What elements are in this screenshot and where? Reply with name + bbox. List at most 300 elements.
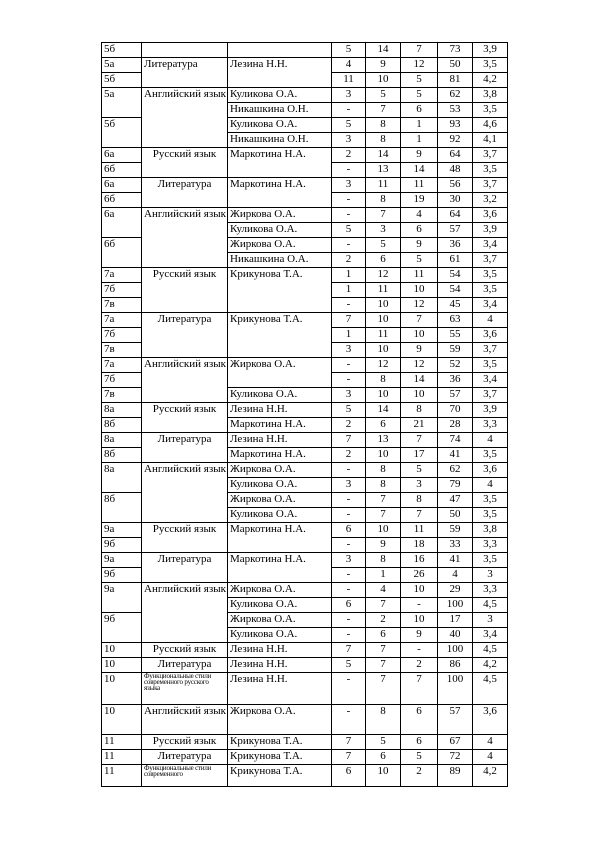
subject-cell: Литература	[142, 658, 228, 673]
grade-4-count: 8	[366, 373, 401, 388]
grade-4-count: 14	[366, 43, 401, 58]
average-score: 3,7	[473, 178, 508, 193]
grade-4-count: 12	[366, 358, 401, 373]
grade-5-count: 6	[332, 598, 366, 613]
grade-5-count: 2	[332, 448, 366, 463]
class-cell: 9а	[102, 583, 142, 613]
quality-percent: 59	[438, 343, 473, 358]
grade-3-count: 10	[401, 583, 438, 598]
grade-4-count: 7	[366, 598, 401, 613]
grade-5-count: -	[332, 358, 366, 373]
class-cell: 9а	[102, 523, 142, 538]
grade-4-count: 10	[366, 298, 401, 313]
quality-percent: 79	[438, 478, 473, 493]
teacher-cell: Жиркова О.А.	[228, 208, 332, 223]
grade-3-count: 5	[401, 463, 438, 478]
grade-4-count: 12	[366, 268, 401, 283]
average-score: 3,6	[473, 705, 508, 735]
subject-cell: Русский язык	[142, 735, 228, 750]
grade-3-count: 26	[401, 568, 438, 583]
class-cell: 8а	[102, 433, 142, 448]
class-cell: 6а	[102, 178, 142, 193]
grade-4-count: 7	[366, 103, 401, 118]
teacher-cell: Маркотина Н.А.	[228, 523, 332, 553]
class-cell: 10	[102, 705, 142, 735]
grade-3-count: 14	[401, 373, 438, 388]
grade-4-count: 14	[366, 403, 401, 418]
class-cell: 7б	[102, 373, 142, 388]
grade-5-count: 4	[332, 58, 366, 73]
quality-percent: 70	[438, 403, 473, 418]
class-cell: 5б	[102, 118, 142, 148]
quality-percent: 62	[438, 463, 473, 478]
grade-3-count: 12	[401, 58, 438, 73]
quality-percent: 100	[438, 643, 473, 658]
quality-percent: 63	[438, 313, 473, 328]
average-score: 3,8	[473, 88, 508, 103]
table-row	[102, 463, 508, 478]
grade-5-count: 3	[332, 88, 366, 103]
quality-percent: 29	[438, 583, 473, 598]
grade-4-count: 8	[366, 705, 401, 735]
teacher-cell: Куликова О.А.	[228, 88, 332, 103]
grade-5-count: -	[332, 103, 366, 118]
grade-4-count: 7	[366, 208, 401, 223]
average-score: 3,6	[473, 328, 508, 343]
grade-5-count: -	[332, 238, 366, 253]
class-cell: 6а	[102, 208, 142, 238]
subject-cell: Функциональные стили современного русского языка	[142, 673, 228, 705]
grade-4-count: 9	[366, 538, 401, 553]
class-cell: 5б	[102, 73, 142, 88]
quality-percent: 30	[438, 193, 473, 208]
class-cell: 7в	[102, 343, 142, 358]
grade-3-count: 19	[401, 193, 438, 208]
teacher-cell: Маркотина Н.А.	[228, 148, 332, 178]
grade-5-count: 11	[332, 73, 366, 88]
average-score: 3	[473, 613, 508, 628]
grade-5-count: -	[332, 705, 366, 735]
grade-4-count: 11	[366, 328, 401, 343]
grade-5-count: 1	[332, 268, 366, 283]
average-score: 4	[473, 433, 508, 448]
subject-cell: Русский язык	[142, 268, 228, 313]
grade-4-count: 4	[366, 583, 401, 598]
grade-5-count: 7	[332, 313, 366, 328]
quality-percent: 92	[438, 133, 473, 148]
teacher-cell: Куликова О.А.	[228, 508, 332, 523]
table-row	[102, 750, 508, 765]
grade-3-count: 9	[401, 628, 438, 643]
grade-4-count: 7	[366, 658, 401, 673]
subject-cell: Русский язык	[142, 403, 228, 433]
grades-table	[101, 42, 508, 787]
average-score: 3,4	[473, 238, 508, 253]
quality-percent: 36	[438, 373, 473, 388]
grade-5-count: -	[332, 373, 366, 388]
grade-4-count: 5	[366, 88, 401, 103]
teacher-cell: Никашкина О.А.	[228, 253, 332, 268]
subject-cell: Функциональные стили современного	[142, 765, 228, 787]
class-cell: 8б	[102, 448, 142, 463]
grade-5-count: -	[332, 613, 366, 628]
grade-5-count: -	[332, 298, 366, 313]
table-row	[102, 178, 508, 193]
grade-4-count: 10	[366, 388, 401, 403]
class-cell: 6б	[102, 163, 142, 178]
quality-percent: 64	[438, 148, 473, 163]
average-score: 3,7	[473, 253, 508, 268]
grade-3-count: 10	[401, 283, 438, 298]
quality-percent: 57	[438, 388, 473, 403]
grade-5-count: -	[332, 208, 366, 223]
table-row	[102, 765, 508, 787]
grade-3-count: 6	[401, 103, 438, 118]
teacher-cell: Куликова О.А.	[228, 223, 332, 238]
grade-3-count: 6	[401, 735, 438, 750]
table-row	[102, 358, 508, 373]
grade-4-count: 6	[366, 628, 401, 643]
teacher-cell: Жиркова О.А.	[228, 238, 332, 253]
quality-percent: 50	[438, 508, 473, 523]
teacher-cell: Лезина Н.Н.	[228, 58, 332, 88]
grade-4-count: 6	[366, 750, 401, 765]
grade-3-count: 4	[401, 208, 438, 223]
quality-percent: 86	[438, 658, 473, 673]
teacher-cell: Жиркова О.А.	[228, 613, 332, 628]
grade-4-count: 10	[366, 523, 401, 538]
quality-percent: 61	[438, 253, 473, 268]
quality-percent: 62	[438, 88, 473, 103]
quality-percent: 41	[438, 448, 473, 463]
grade-5-count: 5	[332, 223, 366, 238]
grade-4-count: 8	[366, 553, 401, 568]
class-cell: 7б	[102, 283, 142, 298]
grade-5-count: 5	[332, 43, 366, 58]
quality-percent: 28	[438, 418, 473, 433]
teacher-cell: Жиркова О.А.	[228, 583, 332, 598]
table-row	[102, 88, 508, 103]
quality-percent: 56	[438, 178, 473, 193]
average-score: 3,4	[473, 298, 508, 313]
table-row	[102, 148, 508, 163]
teacher-cell: Крикунова Т.А.	[228, 313, 332, 358]
teacher-cell	[228, 43, 332, 58]
grade-4-count: 8	[366, 133, 401, 148]
teacher-cell: Лезина Н.Н.	[228, 403, 332, 418]
average-score: 4,6	[473, 118, 508, 133]
teacher-cell: Жиркова О.А.	[228, 493, 332, 508]
grade-3-count: 7	[401, 43, 438, 58]
grade-3-count: 5	[401, 88, 438, 103]
grade-3-count: 21	[401, 418, 438, 433]
quality-percent: 59	[438, 523, 473, 538]
teacher-cell: Крикунова Т.А.	[228, 735, 332, 750]
class-cell: 10	[102, 658, 142, 673]
quality-percent: 40	[438, 628, 473, 643]
grade-4-count: 1	[366, 568, 401, 583]
subject-cell: Литература	[142, 750, 228, 765]
average-score: 3,6	[473, 208, 508, 223]
quality-percent: 54	[438, 268, 473, 283]
teacher-cell: Жиркова О.А.	[228, 358, 332, 388]
grade-3-count: 5	[401, 73, 438, 88]
grade-5-count: -	[332, 583, 366, 598]
grade-3-count: 9	[401, 148, 438, 163]
grade-4-count: 14	[366, 148, 401, 163]
subject-cell: Литература	[142, 313, 228, 358]
grade-3-count: 10	[401, 613, 438, 628]
average-score: 3,5	[473, 58, 508, 73]
grade-5-count: -	[332, 493, 366, 508]
grade-4-count: 5	[366, 238, 401, 253]
average-score: 3,3	[473, 538, 508, 553]
quality-percent: 53	[438, 103, 473, 118]
class-cell: 5б	[102, 43, 142, 58]
teacher-cell: Куликова О.А.	[228, 598, 332, 613]
teacher-cell: Лезина Н.Н.	[228, 433, 332, 448]
grade-5-count: 7	[332, 750, 366, 765]
teacher-cell: Куликова О.А.	[228, 628, 332, 643]
teacher-cell: Никашкина О.Н.	[228, 133, 332, 148]
teacher-cell: Жиркова О.А.	[228, 705, 332, 735]
average-score: 3,9	[473, 403, 508, 418]
quality-percent: 4	[438, 568, 473, 583]
grade-4-count: 10	[366, 765, 401, 787]
teacher-cell: Никашкина О.Н.	[228, 103, 332, 118]
average-score: 3,5	[473, 448, 508, 463]
teacher-cell: Лезина Н.Н.	[228, 643, 332, 658]
average-score: 4,5	[473, 673, 508, 705]
class-cell: 5а	[102, 58, 142, 73]
quality-percent: 45	[438, 298, 473, 313]
grade-3-count: 11	[401, 178, 438, 193]
grade-4-count: 13	[366, 433, 401, 448]
grade-3-count: 8	[401, 493, 438, 508]
grade-4-count: 10	[366, 313, 401, 328]
grade-4-count: 8	[366, 118, 401, 133]
quality-percent: 48	[438, 163, 473, 178]
subject-cell: Английский язык	[142, 463, 228, 523]
class-cell: 10	[102, 643, 142, 658]
grade-3-count: 8	[401, 403, 438, 418]
grade-5-count: 3	[332, 343, 366, 358]
grade-3-count: 7	[401, 508, 438, 523]
average-score: 4,5	[473, 643, 508, 658]
grade-3-count: 14	[401, 163, 438, 178]
average-score: 3,4	[473, 628, 508, 643]
teacher-cell: Лезина Н.Н.	[228, 658, 332, 673]
subject-cell: Литература	[142, 553, 228, 583]
grade-4-count: 11	[366, 283, 401, 298]
teacher-cell: Лезина Н.Н.	[228, 673, 332, 705]
average-score: 4,2	[473, 765, 508, 787]
table-row	[102, 553, 508, 568]
average-score: 3,5	[473, 493, 508, 508]
class-cell: 10	[102, 673, 142, 705]
grade-5-count: 6	[332, 765, 366, 787]
table-row	[102, 268, 508, 283]
grade-3-count: 12	[401, 298, 438, 313]
average-score: 4,2	[473, 73, 508, 88]
table-row	[102, 208, 508, 223]
quality-percent: 54	[438, 283, 473, 298]
average-score: 3,9	[473, 223, 508, 238]
teacher-cell: Маркотина Н.А.	[228, 418, 332, 433]
quality-percent: 100	[438, 673, 473, 705]
grade-5-count: 3	[332, 388, 366, 403]
average-score: 4	[473, 750, 508, 765]
quality-percent: 67	[438, 735, 473, 750]
grade-3-count: 11	[401, 268, 438, 283]
subject-cell: Русский язык	[142, 148, 228, 178]
grade-4-count: 13	[366, 163, 401, 178]
average-score: 3,5	[473, 103, 508, 118]
grade-5-count: 2	[332, 418, 366, 433]
grade-3-count: 3	[401, 478, 438, 493]
class-cell: 7б	[102, 328, 142, 343]
grade-4-count: 7	[366, 673, 401, 705]
grade-3-count: 5	[401, 750, 438, 765]
grade-3-count: 18	[401, 538, 438, 553]
grade-5-count: -	[332, 163, 366, 178]
teacher-cell: Куликова О.А.	[228, 388, 332, 403]
table-row	[102, 313, 508, 328]
average-score: 3,4	[473, 373, 508, 388]
average-score: 3,6	[473, 463, 508, 478]
grade-4-count: 8	[366, 193, 401, 208]
teacher-cell: Маркотина Н.А.	[228, 553, 332, 583]
grade-4-count: 7	[366, 643, 401, 658]
grade-4-count: 2	[366, 613, 401, 628]
grade-5-count: 3	[332, 178, 366, 193]
class-cell: 5а	[102, 88, 142, 118]
table-row	[102, 643, 508, 658]
class-cell: 9б	[102, 538, 142, 553]
average-score: 3,7	[473, 148, 508, 163]
quality-percent: 41	[438, 553, 473, 568]
table-row	[102, 705, 508, 735]
quality-percent: 52	[438, 358, 473, 373]
grade-5-count: -	[332, 673, 366, 705]
grade-5-count: 5	[332, 658, 366, 673]
class-cell: 7в	[102, 298, 142, 313]
grade-5-count: 5	[332, 403, 366, 418]
average-score: 4	[473, 735, 508, 750]
grade-4-count: 6	[366, 418, 401, 433]
table-row	[102, 735, 508, 750]
grade-4-count: 6	[366, 253, 401, 268]
average-score: 3,8	[473, 523, 508, 538]
table-row	[102, 43, 508, 58]
class-cell: 9б	[102, 613, 142, 643]
table-row	[102, 658, 508, 673]
table-row	[102, 583, 508, 598]
average-score: 4,2	[473, 658, 508, 673]
teacher-cell: Крикунова Т.А.	[228, 268, 332, 313]
grade-5-count: 2	[332, 253, 366, 268]
teacher-cell: Маркотина Н.А.	[228, 448, 332, 463]
grade-3-count: 10	[401, 388, 438, 403]
grade-3-count: 1	[401, 133, 438, 148]
quality-percent: 50	[438, 58, 473, 73]
grade-3-count: 10	[401, 328, 438, 343]
grade-3-count: 9	[401, 238, 438, 253]
grade-3-count: 7	[401, 673, 438, 705]
grade-4-count: 5	[366, 735, 401, 750]
class-cell: 11	[102, 750, 142, 765]
subject-cell: Литература	[142, 178, 228, 208]
grade-4-count: 8	[366, 478, 401, 493]
grade-5-count: 7	[332, 735, 366, 750]
grade-5-count: -	[332, 628, 366, 643]
grade-3-count: 12	[401, 358, 438, 373]
teacher-cell: Куликова О.А.	[228, 478, 332, 493]
grade-3-count: 6	[401, 223, 438, 238]
grade-5-count: -	[332, 508, 366, 523]
average-score: 3,3	[473, 583, 508, 598]
grade-5-count: -	[332, 463, 366, 478]
grade-4-count: 7	[366, 493, 401, 508]
grade-5-count: 7	[332, 433, 366, 448]
class-cell: 9а	[102, 553, 142, 568]
class-cell: 6б	[102, 238, 142, 268]
class-cell: 7в	[102, 388, 142, 403]
table-row	[102, 673, 508, 705]
table-row	[102, 403, 508, 418]
quality-percent: 72	[438, 750, 473, 765]
average-score: 4	[473, 313, 508, 328]
quality-percent: 57	[438, 705, 473, 735]
grade-5-count: 3	[332, 553, 366, 568]
average-score: 3,5	[473, 508, 508, 523]
class-cell: 6б	[102, 193, 142, 208]
grade-5-count: 5	[332, 118, 366, 133]
subject-cell: Английский язык	[142, 208, 228, 268]
grade-3-count: -	[401, 643, 438, 658]
grade-5-count: 3	[332, 478, 366, 493]
average-score: 3,2	[473, 193, 508, 208]
quality-percent: 100	[438, 598, 473, 613]
subject-cell: Английский язык	[142, 88, 228, 148]
subject-cell: Литература	[142, 58, 228, 88]
grade-3-count: 7	[401, 433, 438, 448]
quality-percent: 33	[438, 538, 473, 553]
grade-4-count: 8	[366, 463, 401, 478]
quality-percent: 36	[438, 238, 473, 253]
grade-4-count: 9	[366, 58, 401, 73]
grade-3-count: 2	[401, 658, 438, 673]
grade-4-count: 3	[366, 223, 401, 238]
class-cell: 6а	[102, 148, 142, 163]
class-cell: 8б	[102, 418, 142, 433]
class-cell: 9б	[102, 568, 142, 583]
quality-percent: 64	[438, 208, 473, 223]
subject-cell: Русский язык	[142, 523, 228, 553]
grade-4-count: 10	[366, 73, 401, 88]
grade-3-count: 11	[401, 523, 438, 538]
class-cell: 8б	[102, 493, 142, 523]
average-score: 4,1	[473, 133, 508, 148]
quality-percent: 93	[438, 118, 473, 133]
grade-5-count: 1	[332, 328, 366, 343]
subject-cell: Английский язык	[142, 358, 228, 403]
quality-percent: 55	[438, 328, 473, 343]
grade-3-count: 17	[401, 448, 438, 463]
class-cell: 11	[102, 735, 142, 750]
grade-3-count: 2	[401, 765, 438, 787]
quality-percent: 74	[438, 433, 473, 448]
